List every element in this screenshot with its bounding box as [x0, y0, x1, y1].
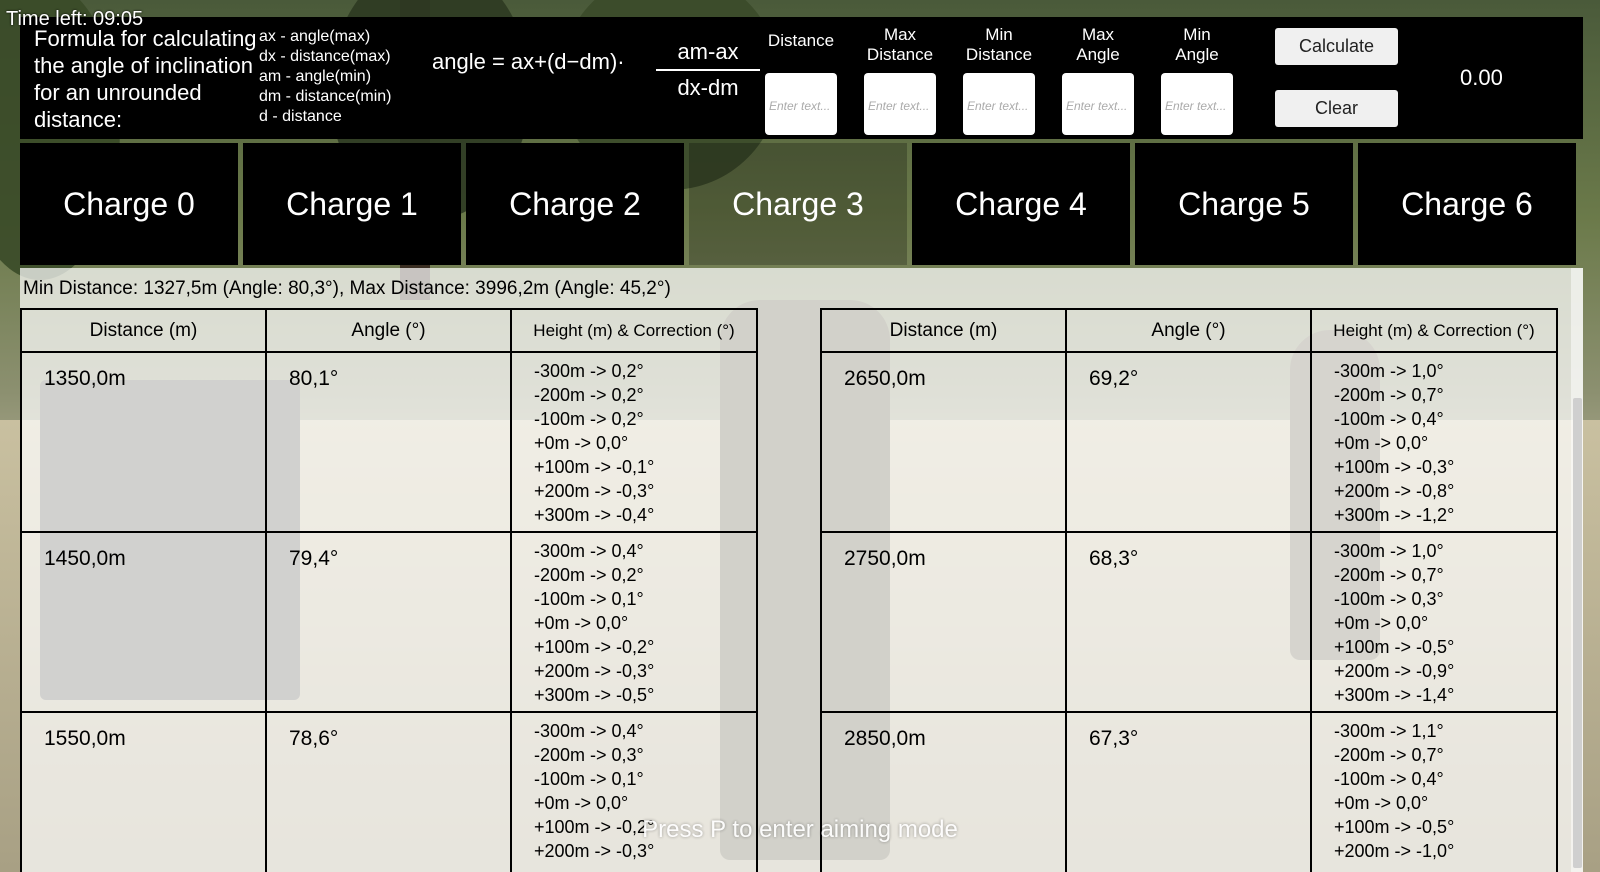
correction-line: +300m -> -1,4°: [1334, 685, 1455, 705]
correction-line: +0m -> 0,0°: [534, 793, 629, 813]
calculated-angle-result: 0.00: [1460, 65, 1503, 90]
correction-cell: [511, 352, 757, 532]
distance-cell: 1550,0m: [21, 712, 266, 872]
clear-button[interactable]: Clear: [1275, 90, 1398, 127]
formula-legend: [259, 27, 391, 127]
firing-table-right: [820, 308, 1558, 872]
table-header-row: [21, 309, 757, 352]
column-header-distance: Distance (m): [21, 309, 266, 352]
tab-charge-5[interactable]: Charge 5: [1135, 143, 1353, 265]
min-distance-field-group: [963, 23, 1035, 135]
calculate-button[interactable]: Calculate: [1275, 28, 1398, 65]
correction-cell: [1311, 532, 1557, 712]
aiming-mode-hint: Press P to enter aiming mode: [642, 816, 958, 843]
correction-line: +100m -> -0,3°: [1334, 457, 1455, 477]
correction-line: -300m -> 0,2°: [534, 361, 644, 381]
min-angle-label: Min Angle: [1175, 25, 1219, 64]
correction-line: +300m -> -0,4°: [534, 505, 655, 525]
table-row: [821, 352, 1557, 532]
table-header-row: [821, 309, 1557, 352]
max-distance-field-group: [864, 23, 936, 135]
correction-cell: [511, 712, 757, 872]
angle-cell: 69,2°: [1066, 352, 1311, 532]
legend-item: ax - angle(max): [259, 28, 371, 45]
correction-line: -200m -> 0,7°: [1334, 385, 1444, 405]
correction-line: -100m -> 0,4°: [1334, 769, 1444, 789]
correction-cell: [511, 532, 757, 712]
firing-table-panel[interactable]: [20, 268, 1583, 872]
angle-cell: 80,1°: [266, 352, 511, 532]
correction-line: -100m -> 0,2°: [534, 409, 644, 429]
column-header-distance: Distance (m): [821, 309, 1066, 352]
angle-cell: 78,6°: [266, 712, 511, 872]
formula-equation: angle = ax+(d−dm)·: [432, 49, 625, 74]
correction-line: -100m -> 0,3°: [1334, 589, 1444, 609]
correction-line: +100m -> -0,5°: [1334, 817, 1455, 837]
min-distance-label: Min Distance: [965, 25, 1033, 64]
correction-line: -300m -> 0,4°: [534, 541, 644, 561]
angle-cell: 67,3°: [1066, 712, 1311, 872]
legend-item: am - angle(min): [259, 68, 372, 85]
table-row: [821, 532, 1557, 712]
correction-line: -200m -> 0,2°: [534, 565, 644, 585]
correction-line: +300m -> -0,5°: [534, 685, 655, 705]
formula-title: Formula for calculating the angle of inclination for an unrounded distance:: [34, 26, 257, 132]
correction-cell: [1311, 352, 1557, 532]
tab-charge-2[interactable]: Charge 2: [466, 143, 684, 265]
correction-line: +200m -> -0,9°: [1334, 661, 1455, 681]
table-row: [21, 712, 757, 872]
correction-line: -300m -> 1,0°: [1334, 541, 1444, 561]
table-row: [21, 532, 757, 712]
firing-table-left: [20, 308, 758, 872]
distance-input[interactable]: [765, 73, 837, 135]
correction-line: +0m -> 0,0°: [1334, 613, 1429, 633]
max-angle-label: Max Angle: [1076, 25, 1120, 64]
correction-line: -200m -> 0,3°: [534, 745, 644, 765]
max-angle-field-group: [1062, 23, 1134, 135]
correction-line: -200m -> 0,7°: [1334, 745, 1444, 765]
correction-line: +0m -> 0,0°: [534, 613, 629, 633]
time-left: Time left: 09:05: [6, 8, 144, 30]
min-distance-input[interactable]: [963, 73, 1035, 135]
correction-line: +200m -> -1,0°: [1334, 841, 1455, 861]
min-angle-field-group: [1161, 23, 1233, 135]
distance-cell: 1450,0m: [21, 532, 266, 712]
correction-line: -100m -> 0,1°: [534, 769, 644, 789]
correction-line: +200m -> -0,8°: [1334, 481, 1455, 501]
distance-label: Distance: [767, 31, 835, 50]
column-header-correction: Height (m) & Correction (°): [511, 309, 757, 352]
distance-cell: 2850,0m: [821, 712, 1066, 872]
legend-item: d - distance: [259, 108, 342, 125]
column-header-angle: Angle (°): [266, 309, 511, 352]
correction-line: -300m -> 0,4°: [534, 721, 644, 741]
formula-fraction: [656, 39, 760, 101]
correction-line: +100m -> -0,2°: [534, 637, 655, 657]
column-header-angle: Angle (°): [1066, 309, 1311, 352]
table-row: [21, 352, 757, 532]
distance-cell: 2650,0m: [821, 352, 1066, 532]
correction-line: +0m -> 0,0°: [534, 433, 629, 453]
column-header-correction: Height (m) & Correction (°): [1311, 309, 1557, 352]
correction-line: -200m -> 0,2°: [534, 385, 644, 405]
distance-cell: 2750,0m: [821, 532, 1066, 712]
distance-field-group: [765, 23, 837, 135]
correction-cell: [1311, 712, 1557, 872]
correction-line: -100m -> 0,1°: [534, 589, 644, 609]
fraction-numerator: am-ax: [656, 39, 760, 71]
fraction-denominator: dx-dm: [677, 75, 739, 100]
tab-charge-4[interactable]: Charge 4: [912, 143, 1130, 265]
max-angle-input[interactable]: [1062, 73, 1134, 135]
angle-cell: 68,3°: [1066, 532, 1311, 712]
min-angle-input[interactable]: [1161, 73, 1233, 135]
distance-cell: 1350,0m: [21, 352, 266, 532]
correction-line: +0m -> 0,0°: [1334, 793, 1429, 813]
max-distance-input[interactable]: [864, 73, 936, 135]
correction-line: -300m -> 1,1°: [1334, 721, 1444, 741]
correction-line: +100m -> -0,5°: [1334, 637, 1455, 657]
correction-line: +200m -> -0,3°: [534, 481, 655, 501]
table-scrollbar[interactable]: [1571, 268, 1583, 872]
correction-line: +200m -> -0,3°: [534, 661, 655, 681]
tab-charge-3[interactable]: Charge 3: [689, 143, 907, 265]
correction-line: +100m -> -0,2°: [534, 817, 655, 837]
correction-line: +0m -> 0,0°: [1334, 433, 1429, 453]
tab-charge-0[interactable]: Charge 0: [20, 143, 238, 265]
correction-line: +100m -> -0,1°: [534, 457, 655, 477]
max-distance-label: Max Distance: [866, 25, 934, 64]
tab-charge-1[interactable]: Charge 1: [243, 143, 461, 265]
angle-cell: 79,4°: [266, 532, 511, 712]
formula-calculator-panel: [20, 17, 1583, 139]
tab-charge-6[interactable]: Charge 6: [1358, 143, 1576, 265]
correction-line: -100m -> 0,4°: [1334, 409, 1444, 429]
table-row: [821, 712, 1557, 872]
correction-line: +200m -> -0,3°: [534, 841, 655, 861]
legend-item: dx - distance(max): [259, 48, 391, 65]
scrollbar-thumb[interactable]: [1573, 398, 1582, 868]
min-max-distance-summary: Min Distance: 1327,5m (Angle: 80,3°), Max Distance: 3996,2m (Angle: 45,2°): [23, 278, 671, 299]
correction-line: -200m -> 0,7°: [1334, 565, 1444, 585]
charge-tabs: [20, 143, 1583, 265]
correction-line: -300m -> 1,0°: [1334, 361, 1444, 381]
correction-line: +300m -> -1,2°: [1334, 505, 1455, 525]
legend-item: dm - distance(min): [259, 88, 392, 105]
